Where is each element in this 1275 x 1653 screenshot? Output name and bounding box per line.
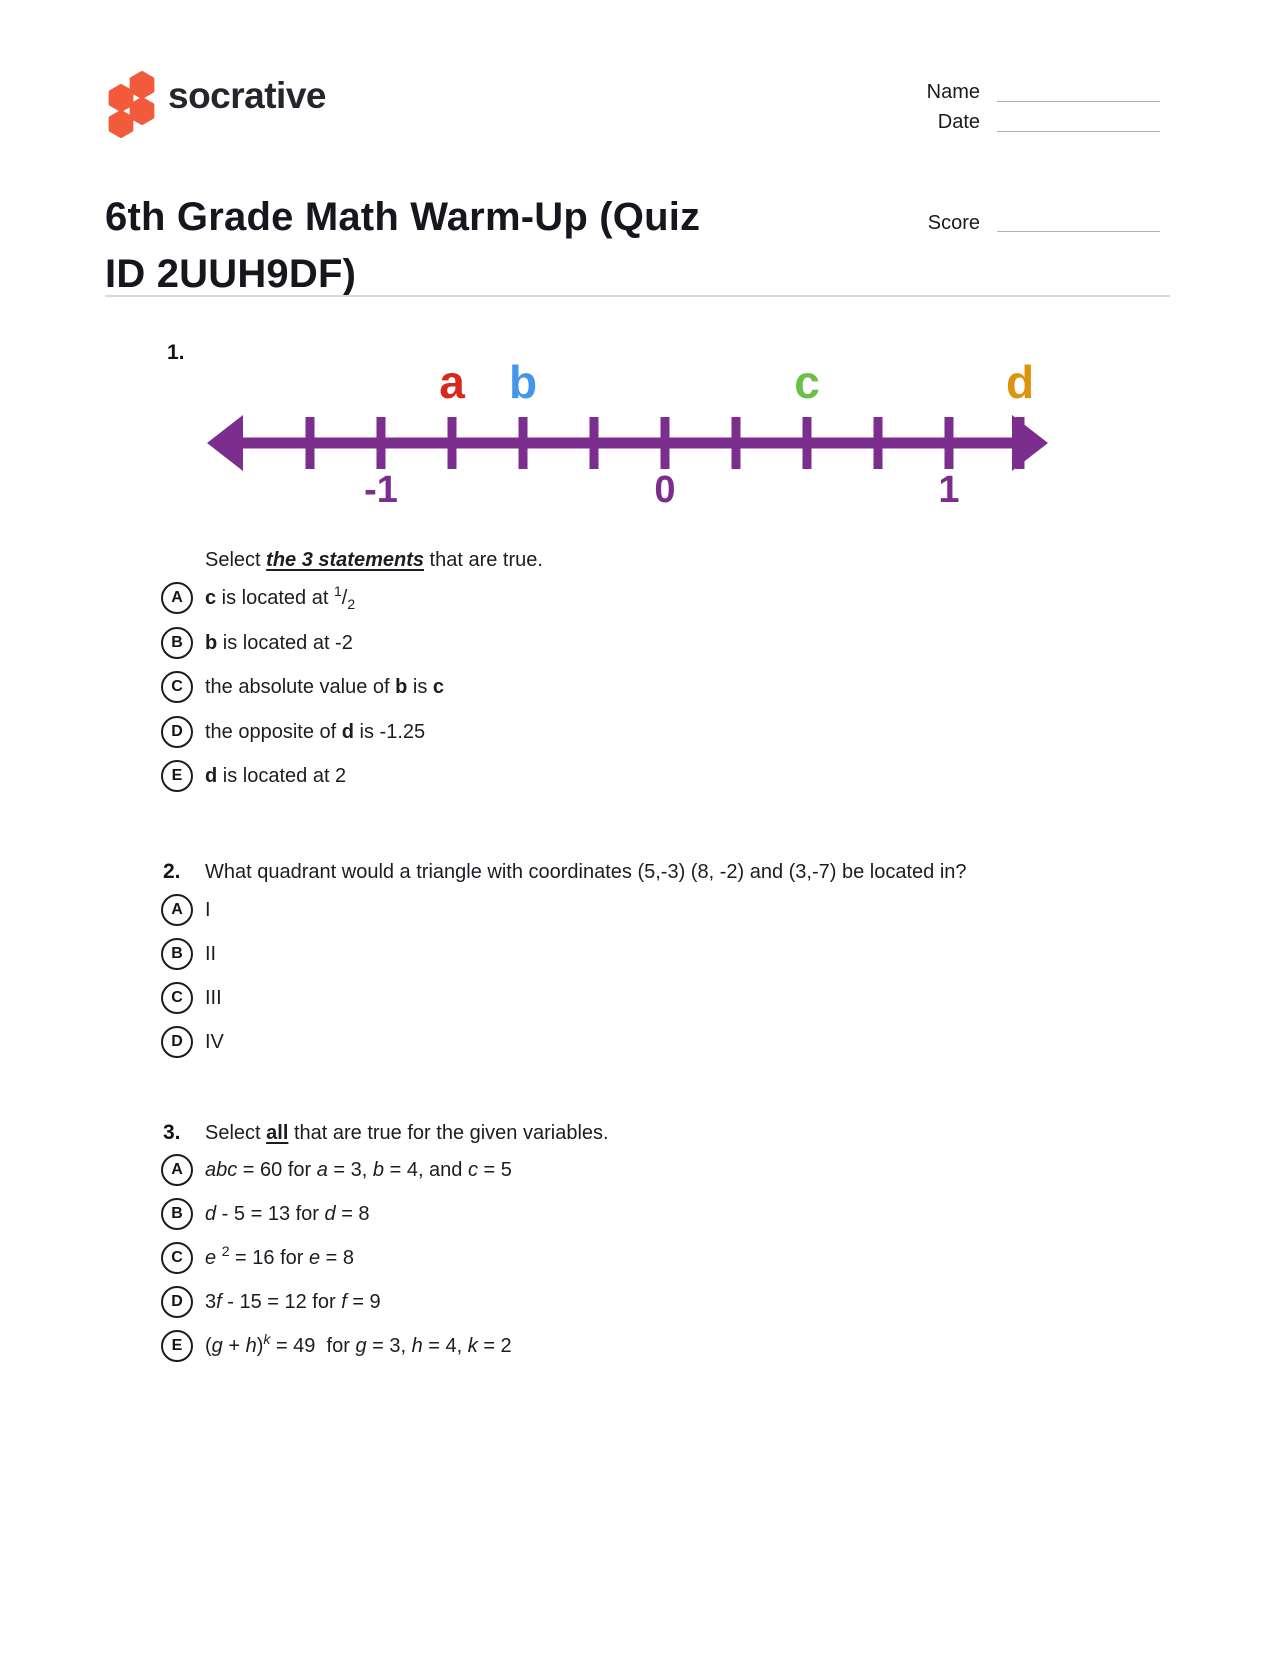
text-segment: III xyxy=(205,987,222,1009)
text-segment: = 49 for xyxy=(270,1335,356,1357)
option-text xyxy=(205,630,353,656)
text-segment: h xyxy=(411,1335,423,1357)
text-segment: = 8 xyxy=(335,1203,370,1225)
text-segment: 3 xyxy=(205,1291,217,1313)
option-bubble-b[interactable]: B xyxy=(161,1198,193,1230)
option-row-a xyxy=(161,893,211,927)
option-text xyxy=(205,897,211,923)
text-segment: b xyxy=(372,1159,385,1181)
option-bubble-b[interactable]: B xyxy=(161,627,193,659)
logo-hexagon-4 xyxy=(111,112,132,136)
text-segment: k xyxy=(263,1331,271,1347)
text-segment: = 2 xyxy=(477,1335,512,1357)
axis-line xyxy=(235,438,1020,449)
option-text xyxy=(205,985,222,1011)
question-number: 2. xyxy=(163,860,181,883)
score-blank-line xyxy=(997,231,1160,232)
option-row-c xyxy=(161,981,222,1015)
point-label-c: c xyxy=(794,356,820,408)
axis-arrow-right xyxy=(1012,415,1048,471)
text-segment: ) xyxy=(256,1335,264,1357)
option-bubble-c[interactable]: C xyxy=(161,982,193,1014)
option-row-d xyxy=(161,1285,381,1319)
text-segment: Select xyxy=(205,1122,267,1144)
question-prompt xyxy=(205,547,543,573)
text-segment: 2 xyxy=(221,1243,230,1259)
text-segment: is located at xyxy=(216,587,334,609)
brand-wordmark: socrative xyxy=(168,75,326,116)
numberline-svg xyxy=(195,336,1060,514)
text-segment: a xyxy=(316,1159,328,1181)
header-divider xyxy=(105,295,1170,297)
text-segment: I xyxy=(205,899,211,921)
text-segment: Select xyxy=(205,549,267,571)
text-segment: = 16 for xyxy=(229,1247,309,1269)
option-text xyxy=(205,1201,370,1227)
text-segment: = 3, xyxy=(366,1335,412,1357)
text-segment: that are true for the given variables. xyxy=(288,1122,609,1144)
page-title-line-1: 6th Grade Math Warm-Up (Quiz xyxy=(105,194,701,239)
text-segment: = 4, and xyxy=(384,1159,468,1181)
text-segment: = 5 xyxy=(478,1159,512,1181)
text-segment: g xyxy=(355,1335,367,1357)
point-label-b: b xyxy=(508,356,538,408)
question-number: 3. xyxy=(163,1121,181,1144)
option-row-d xyxy=(161,1025,224,1059)
option-row-e xyxy=(161,1329,512,1363)
option-text xyxy=(205,674,444,700)
text-segment: is -1.25 xyxy=(354,720,426,743)
option-text xyxy=(205,1245,354,1271)
text-segment: = 8 xyxy=(320,1247,355,1269)
point-label-d: d xyxy=(1005,356,1035,408)
text-segment: e xyxy=(205,1247,217,1269)
name-field-label: Name xyxy=(926,81,980,103)
option-text xyxy=(205,763,346,789)
text-segment: d xyxy=(341,720,354,743)
text-segment: = 9 xyxy=(346,1291,381,1313)
text-segment: ( xyxy=(205,1335,212,1357)
text-segment: / xyxy=(341,587,348,609)
option-bubble-d[interactable]: D xyxy=(161,1026,193,1058)
option-bubble-e[interactable]: E xyxy=(161,760,193,792)
option-row-e xyxy=(161,759,346,793)
question-prompt xyxy=(205,859,967,885)
text-segment: + xyxy=(222,1335,246,1357)
text-segment: c xyxy=(432,676,445,698)
logo-hexagon-1 xyxy=(132,73,153,97)
text-segment: 1 xyxy=(333,583,342,599)
text-segment: all xyxy=(266,1122,289,1144)
text-segment: d xyxy=(205,1203,217,1225)
option-row-b xyxy=(161,626,353,660)
option-text xyxy=(205,1289,381,1315)
text-segment: c xyxy=(205,587,217,609)
option-bubble-a[interactable]: A xyxy=(161,1154,193,1186)
text-segment: b xyxy=(205,631,218,654)
text-segment: is located at 2 xyxy=(217,765,347,787)
name-blank-line xyxy=(997,101,1160,102)
text-segment: the 3 statements xyxy=(266,549,424,571)
socrative-logo-icon xyxy=(104,70,164,140)
option-row-b xyxy=(161,1197,370,1231)
option-row-c xyxy=(161,670,444,704)
option-bubble-a[interactable]: A xyxy=(161,894,193,926)
option-text xyxy=(205,941,216,967)
option-text xyxy=(205,1029,224,1055)
text-segment: that are true. xyxy=(424,549,543,571)
text-segment: e xyxy=(308,1247,321,1269)
axis-label-0: 0 xyxy=(654,469,676,511)
option-bubble-e[interactable]: E xyxy=(161,1330,193,1362)
option-bubble-c[interactable]: C xyxy=(161,671,193,703)
text-segment: k xyxy=(467,1335,478,1357)
text-segment: g xyxy=(211,1335,223,1357)
option-text xyxy=(205,719,425,745)
option-row-b xyxy=(161,937,216,971)
date-blank-line xyxy=(997,131,1160,132)
text-segment: II xyxy=(205,943,217,965)
text-segment: f xyxy=(216,1291,222,1313)
text-segment: abc xyxy=(205,1159,238,1181)
option-row-c xyxy=(161,1241,354,1275)
option-row-d xyxy=(161,715,425,749)
text-segment: f xyxy=(341,1291,347,1313)
option-text xyxy=(205,1333,512,1359)
option-text xyxy=(205,1157,512,1183)
text-segment: is located at -2 xyxy=(217,631,353,654)
text-segment: What quadrant would a triangle with coordinates (5,-3) (8, -2) and (3,-7) be located in? xyxy=(205,861,967,883)
option-text xyxy=(205,585,355,611)
numberline-figure xyxy=(195,336,1060,514)
text-segment: d xyxy=(205,765,218,787)
text-segment: - 15 = 12 for xyxy=(221,1291,342,1313)
score-field-label: Score xyxy=(927,212,980,234)
option-row-a xyxy=(161,581,355,615)
logo-hexagon-2 xyxy=(111,86,132,110)
point-label-a: a xyxy=(439,356,465,408)
option-bubble-a[interactable]: A xyxy=(161,582,193,614)
axis-arrow-left xyxy=(207,415,243,471)
page-title-line-2: ID 2UUH9DF) xyxy=(105,251,357,296)
axis-label--1: -1 xyxy=(364,469,398,511)
text-segment: = 4, xyxy=(422,1335,468,1357)
page-title xyxy=(105,189,885,303)
logo-hexagon-3 xyxy=(132,99,153,123)
text-segment: the absolute value of xyxy=(205,676,396,698)
text-segment: d xyxy=(324,1203,336,1225)
text-segment: - 5 = 13 for xyxy=(216,1203,325,1225)
text-segment: IV xyxy=(205,1031,224,1053)
text-segment: = 60 for xyxy=(237,1159,317,1181)
option-bubble-b[interactable]: B xyxy=(161,938,193,970)
text-segment: 2 xyxy=(347,596,356,612)
option-row-a xyxy=(161,1153,512,1187)
text-segment: the opposite of xyxy=(205,720,342,743)
text-segment: = 3, xyxy=(327,1159,373,1181)
text-segment: b xyxy=(395,676,408,698)
question-number: 1. xyxy=(167,341,185,364)
axis-label-1: 1 xyxy=(938,469,960,511)
question-prompt xyxy=(205,1120,609,1146)
date-field-label: Date xyxy=(937,111,980,133)
option-bubble-d[interactable]: D xyxy=(161,716,193,748)
text-segment: h xyxy=(245,1335,257,1357)
option-bubble-c[interactable]: C xyxy=(161,1242,193,1274)
text-segment: is xyxy=(407,676,433,698)
option-bubble-d[interactable]: D xyxy=(161,1286,193,1318)
text-segment: c xyxy=(468,1159,478,1181)
